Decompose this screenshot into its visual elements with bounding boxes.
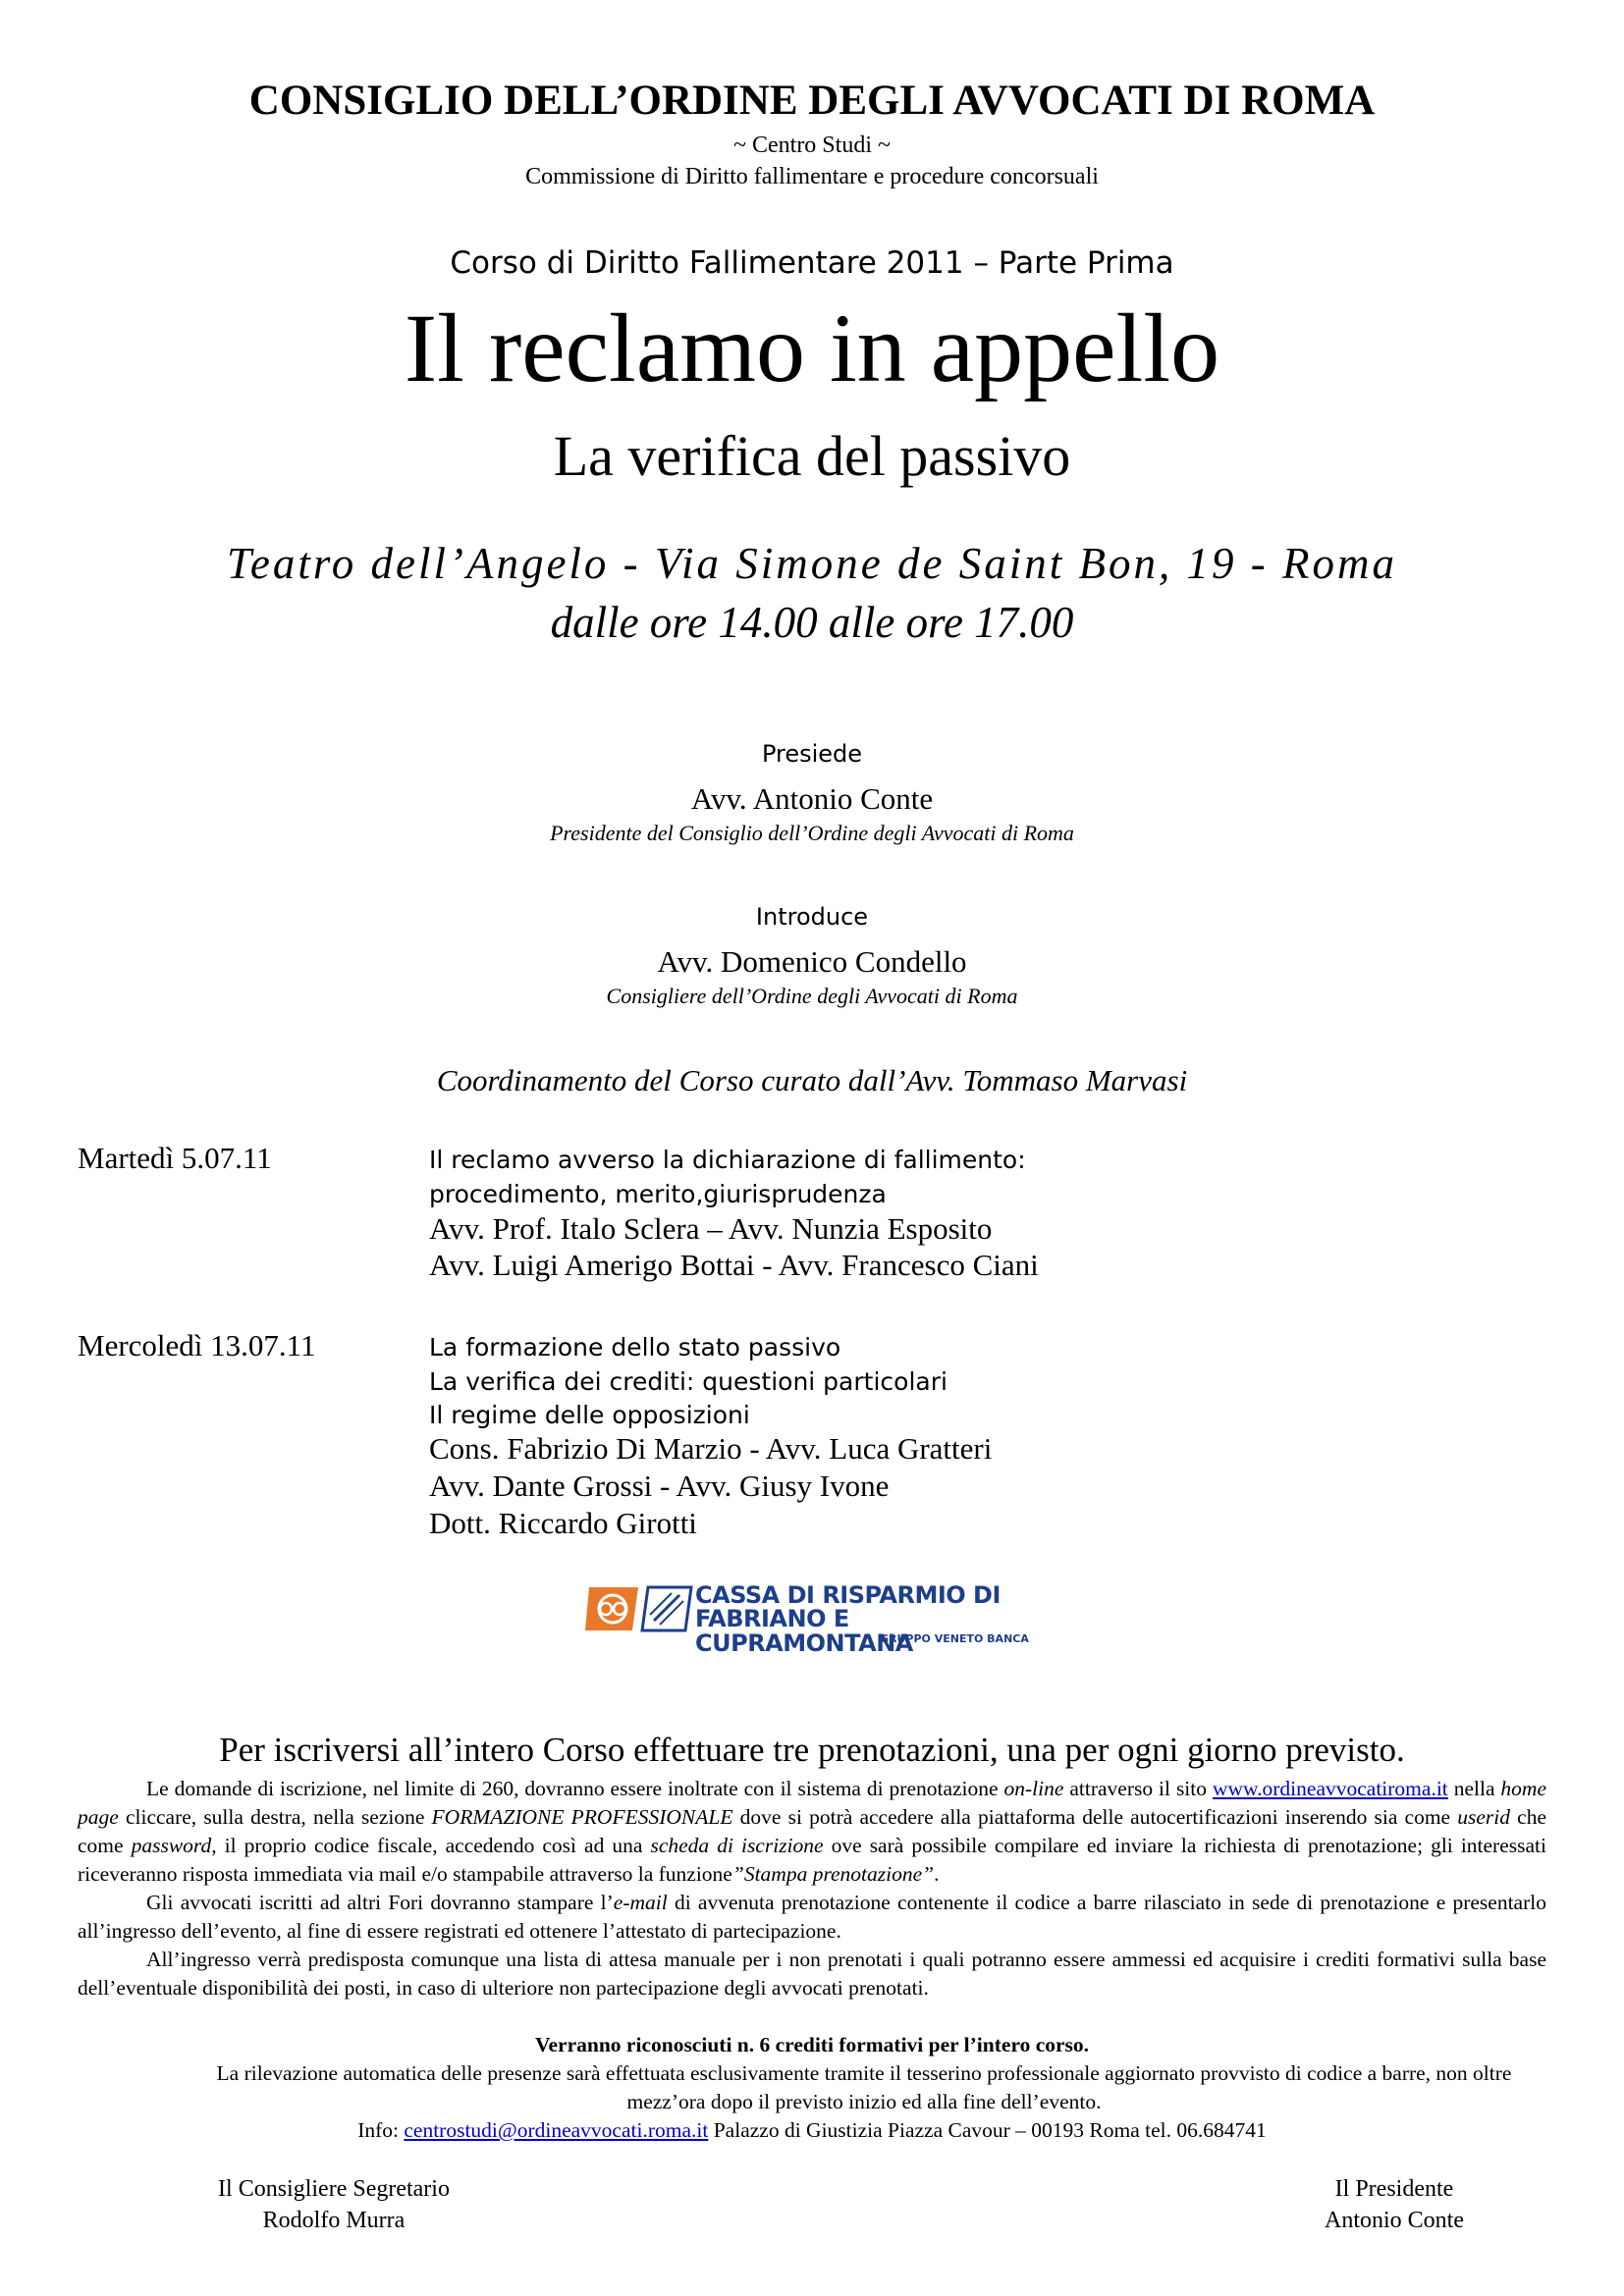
sponsor-line-2: FABRIANO E CUPRAMONTANA bbox=[695, 1605, 913, 1657]
centro-studi: ~ Centro Studi ~ bbox=[733, 133, 891, 158]
schedule-speakers: Cons. Fabrizio Di Marzio - Avv. Luca Gratteri bbox=[429, 1431, 993, 1466]
schedule-date-2: Mercoledì 13.07.11 bbox=[78, 1328, 316, 1362]
sponsor-line-3: GRUPPO VENETO BANCA bbox=[880, 1632, 1029, 1645]
introduce-name: Avv. Domenico Condello bbox=[657, 944, 967, 979]
schedule-topic: procedimento, merito,giurisprudenza bbox=[429, 1180, 887, 1208]
registration-body bbox=[78, 1775, 1546, 2002]
commissione: Commissione di Diritto fallimentare e procedure concorsuali bbox=[525, 164, 1099, 189]
course-subtitle: La verifica del passivo bbox=[553, 424, 1071, 488]
schedule-date-1: Martedì 5.07.11 bbox=[78, 1141, 272, 1175]
course-venue: Teatro dell’Angelo - Via Simone de Saint Bon, 19 - Roma bbox=[227, 539, 1397, 588]
presiede-role: Presidente del Consiglio dell’Ordine degli Avvocati di Roma bbox=[550, 821, 1074, 845]
signature-right-role: Il Presidente bbox=[1334, 2176, 1454, 2202]
presiede-name: Avv. Antonio Conte bbox=[690, 781, 934, 816]
sponsor-line-1: CASSA DI RISPARMIO DI bbox=[695, 1581, 1001, 1609]
course-title: Il reclamo in appello bbox=[404, 294, 1220, 402]
website-link[interactable]: www.ordineavvocatiroma.it bbox=[1212, 1777, 1448, 1800]
signature-left-role: Il Consigliere Segretario bbox=[218, 2176, 450, 2202]
info-email-link[interactable]: centrostudi@ordineavvocati.roma.it bbox=[404, 2118, 709, 2142]
introduce-role: Consigliere dell’Ordine degli Avvocati di Roma bbox=[606, 984, 1018, 1008]
schedule-topic: Il regime delle opposizioni bbox=[429, 1401, 750, 1429]
registration-paragraph-1: Le domande di iscrizione, nel limite di 260, dovranno essere inoltrate con il sistema di prenotazione on-line attraverso il sito www.ordineavvocatiroma.it nella home page cliccare, sulla destra, nella sezione FORMAZIONE PROFESSIONALE dove si potrà accedere alla piattaforma delle autocertificazioni inserendo sia come userid che come password, il proprio codice fiscale, accedendo così ad una scheda di iscrizione ove sarà possibile compilare ed inviare la richiesta di prenotazione; gli interessati riceveranno risposta immediata via mail e/o stampabile attraverso la funzione”Stampa prenotazione”. bbox=[78, 1777, 1547, 1886]
schedule-speakers: Avv. Luigi Amerigo Bottai - Avv. Francesco Ciani bbox=[429, 1248, 1039, 1282]
schedule-topic: La verifica dei crediti: questioni particolari bbox=[429, 1367, 947, 1396]
rilevazione-presenze: La rilevazione automatica delle presenze sarà effettuata esclusivamente tramite il tesserino professionale aggiornato provvisto di codice a barre, non oltre mezz’ora dopo il previsto inizio ed alla fine dell’evento. bbox=[216, 2061, 1512, 2113]
schedule-speakers: Dott. Riccardo Girotti bbox=[429, 1506, 697, 1540]
info-line: Info: centrostudi@ordineavvocati.roma.it Palazzo di Giustizia Piazza Cavour – 00193 Roma tel. 06.684741 bbox=[357, 2118, 1267, 2142]
crediti-formativi: Verranno riconosciuti n. 6 crediti formativi per l’intero corso. bbox=[534, 2033, 1090, 2056]
org-title: CONSIGLIO DELL’ORDINE DEGLI AVVOCATI DI ROMA bbox=[248, 78, 1376, 124]
registration-paragraph-2: Gli avvocati iscritti ad altri Fori dovranno stampare l’e-mail di avvenuta prenotazione contenente il codice a barre rilasciato in sede di prenotazione e presentarlo all’ingresso dell’evento, al fine di essere registrati ed ottenere l’attestato di partecipazione. bbox=[78, 1891, 1546, 1943]
course-time: dalle ore 14.00 alle ore 17.00 bbox=[550, 598, 1074, 647]
schedule-speakers: Avv. Prof. Italo Sclera – Avv. Nunzia Esposito bbox=[429, 1211, 993, 1246]
signature-right-name: Antonio Conte bbox=[1325, 2208, 1464, 2233]
signature-left-name: Rodolfo Murra bbox=[262, 2208, 406, 2233]
introduce-label: Introduce bbox=[755, 903, 869, 931]
presiede-label: Presiede bbox=[761, 740, 863, 768]
schedule-speakers: Avv. Dante Grossi - Avv. Giusy Ivone bbox=[429, 1468, 890, 1503]
registration-heading: Per iscriversi all’intero Corso effettuare tre prenotazioni, una per ogni giorno previsto. bbox=[219, 1731, 1405, 1769]
schedule-topic: La formazione dello stato passivo bbox=[429, 1333, 841, 1362]
schedule-topic: Il reclamo avverso la dichiarazione di fallimento: bbox=[429, 1146, 1026, 1174]
registration-paragraph-3: All’ingresso verrà predisposta comunque una lista di attesa manuale per i non prenotati i quali potranno essere ammessi ed acquisire i crediti formativi sulla base dell’eventuale disponibilità dei posti, in caso di ulteriore non partecipazione degli avvocati prenotati. bbox=[78, 1948, 1546, 2000]
sponsor-logo bbox=[585, 1581, 1056, 1657]
coordinamento: Coordinamento del Corso curato dall’Avv. Tommaso Marvasi bbox=[436, 1063, 1188, 1097]
course-series: Corso di Diritto Fallimentare 2011 – Parte Prima bbox=[450, 245, 1174, 281]
